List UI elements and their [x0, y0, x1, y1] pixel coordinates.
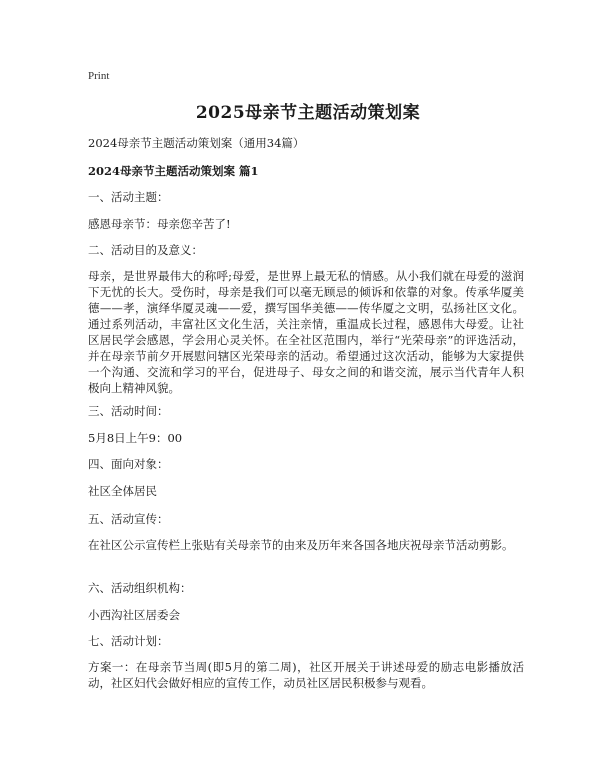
- section-text-org: 小西沟社区居委会: [88, 608, 180, 622]
- section-heading-promo: 五、活动宣传：: [88, 512, 169, 526]
- document-subtitle: 2024母亲节主题活动策划案（通用34篇）: [88, 136, 305, 150]
- section-text-plan: 方案一：在母亲节当周(即5月的第二周)，社区开展关于讲述母爱的励志电影播放活动，社区妇代会做好相应的宣传工作，动员社区居民积极参与观看。: [88, 660, 524, 690]
- section-text-audience: 社区全体居民: [88, 484, 157, 498]
- section-text-theme: 感恩母亲节：母亲您辛苦了!: [88, 217, 231, 231]
- section-heading-time: 三、活动时间：: [88, 404, 169, 418]
- section-heading-audience: 四、面向对象：: [88, 457, 169, 471]
- section-heading-theme: 一、活动主题：: [88, 190, 169, 204]
- document-page: [88, 0, 528, 776]
- section-heading-purpose: 二、活动目的及意义：: [88, 243, 203, 257]
- article-heading: 2024母亲节主题活动策划案 篇1: [88, 164, 259, 178]
- section-text-time: 5月8日上午9：00: [88, 431, 183, 445]
- section-heading-org: 六、活动组织机构：: [88, 581, 192, 595]
- section-text-purpose: 母亲，是世界最伟大的称呼;母爱，是世界上最无私的情感。从小我们就在母爱的滋润下无忧的长大。受伤时，母亲是我们可以毫无顾忌的倾诉和依靠的对象。传承华厦美德——孝，演绎华厦灵魂——爱，撰写国华美德——传华厦之文明，弘扬社区文化。通过系列活动，丰富社区文化生活，关注亲情，重温成长过程，感恩伟大母爱。让社区居民学会感恩，学会用心灵关怀。在全社区范围内，举行“光荣母亲”的评选活动，并在母亲节前夕开展慰问辖区光荣母亲的活动。希望通过这次活动，能够为大家提供一个沟通、交流和学习的平台，促进母子、母女之间的和谐交流，展示当代青年人积极向上精神风貌。: [88, 269, 524, 395]
- section-heading-plan: 七、活动计划：: [88, 634, 169, 648]
- section-text-promo: 在社区公示宣传栏上张贴有关母亲节的由来及历年来各国各地庆祝母亲节活动剪影。: [88, 538, 514, 552]
- document-title: 2025母亲节主题活动策划案: [195, 103, 421, 123]
- print-link[interactable]: Print: [88, 70, 110, 82]
